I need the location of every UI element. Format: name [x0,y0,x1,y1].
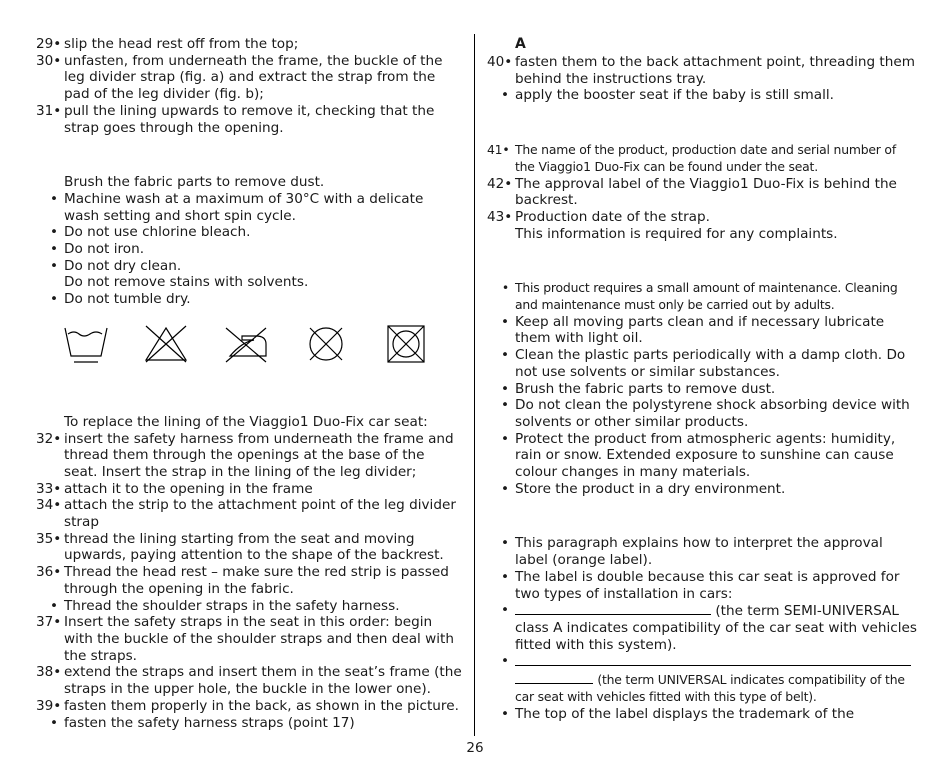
page-number: 26 [466,740,484,756]
step-34: 34• attach the strip to the attachment point of the leg divider strap [36,497,456,531]
step-39-bullet: • fasten the safety harness straps (point 17) [49,714,355,731]
blank-line [515,602,711,615]
replace-intro: To replace the lining of the Viaggio1 Duo-Fix car seat: [64,413,428,430]
wash-note: Do not remove stains with solvents. [64,274,309,291]
complaint-note: This information is required for any complaints. [515,225,838,242]
maintenance-item: • Clean the plastic parts periodically with a damp cloth. Do not use solvents or similar substances. [500,347,906,380]
step-30: 30• unfasten, from underneath the frame, the buckle of the leg divider strap (fig. a) and extract the strap from the pad of the leg divider (fig. b); [36,52,443,103]
step-36-bullet: • Thread the shoulder straps in the safety harness. [49,597,400,614]
step-43: 43• Production date of the strap. [487,208,710,225]
wash-item: • Machine wash at a maximum of 30°C with a delicate wash setting and short spin cycle. [49,190,424,224]
maintenance-item: • Store the product in a dry environment. [500,480,786,497]
blank-line [515,653,911,666]
step-36: 36• Thread the head rest – make sure the red strip is passed through the opening in the fabric. [36,564,449,597]
maintenance-item: • Keep all moving parts clean and if necessary lubricate them with light oil. [500,313,885,347]
step-42: 42• The approval label of the Viaggio1 Duo-Fix is behind the backrest. [487,175,897,209]
maintenance-item: • This product requires a small amount of maintenance. Cleaning and maintenance must only be carried out by adults. [501,280,898,313]
step-29: 29• slip the head rest off from the top; [36,36,299,52]
label-item: • This paragraph explains how to interpret the approval label (orange label). [500,535,883,569]
label-item: • The label is double because this car seat is approved for two types of installation in cars: [500,568,900,602]
step-37: 37• Insert the safety straps in the seat in this order: begin with the buckle of the shoulder straps and then deal with the straps. [36,614,454,664]
maintenance-item: • Do not clean the polystyrene shock absorbing device with solvents or other similar products. [500,397,910,430]
step-35: 35• thread the lining starting from the seat and moving upwards, paying attention to the shape of the backrest. [36,530,444,564]
step-38: 38• extend the straps and insert them in the seat’s frame (the straps in the upper hole, the buckle in the lower one). [36,664,462,698]
step-41: 41• The name of the product, production date and serial number of the Viaggio1 Duo-Fix can be found under the seat. [487,142,896,174]
blank-line [515,671,593,684]
maintenance-item: • Brush the fabric parts to remove dust. [500,380,776,397]
wash-item: • Do not dry clean. [49,257,182,274]
no-iron-icon [222,324,270,364]
step-40: 40• fasten them to the back attachment point, threading them behind the instructions tray. [487,54,915,87]
step-33: 33• attach it to the opening in the frame [36,480,313,497]
wash-item: • Do not tumble dry. [49,291,191,308]
universal-item: • (the term UNIVERSAL indicates compatibility of the car seat with vehicles fitted with this type of belt). [487,653,917,705]
step-32: 32• insert the safety harness from underneath the frame and thread them through the openings at the base of the seat. Insert the strap in the lining of the leg divider; [36,430,454,480]
step-40-bullet: • apply the booster seat if the baby is still small. [500,87,834,104]
no-dry-clean-icon [302,324,350,364]
wash-item: • Do not iron. [49,241,145,258]
semi-universal-item: • (the term SEMI-UNIVERSAL class A indicates compatibility of the car seat with vehicles fitted with this system). [500,602,917,653]
step-31: 31• pull the lining upwards to remove it, checking that the strap goes through the opening. [36,102,435,136]
label-item: • The top of the label displays the trademark of the [500,705,855,722]
left-column [36,36,462,731]
maintenance-item: • Protect the product from atmospheric agents: humidity, rain or snow. Extended exposure to sunshine can cause colour changes in many materials. [500,430,896,481]
care-icons [62,324,462,376]
warning-icon: A [515,36,526,52]
wash-item: • Do not use chlorine bleach. [49,224,251,241]
no-bleach-icon [142,324,190,364]
wash-intro: Brush the fabric parts to remove dust. [64,174,325,191]
column-divider [474,34,475,736]
right-column [487,36,917,722]
step-39: 39• fasten them properly in the back, as shown in the picture. [36,697,459,714]
wash-30-gentle-icon [62,324,110,364]
no-tumble-dry-icon [382,324,430,364]
